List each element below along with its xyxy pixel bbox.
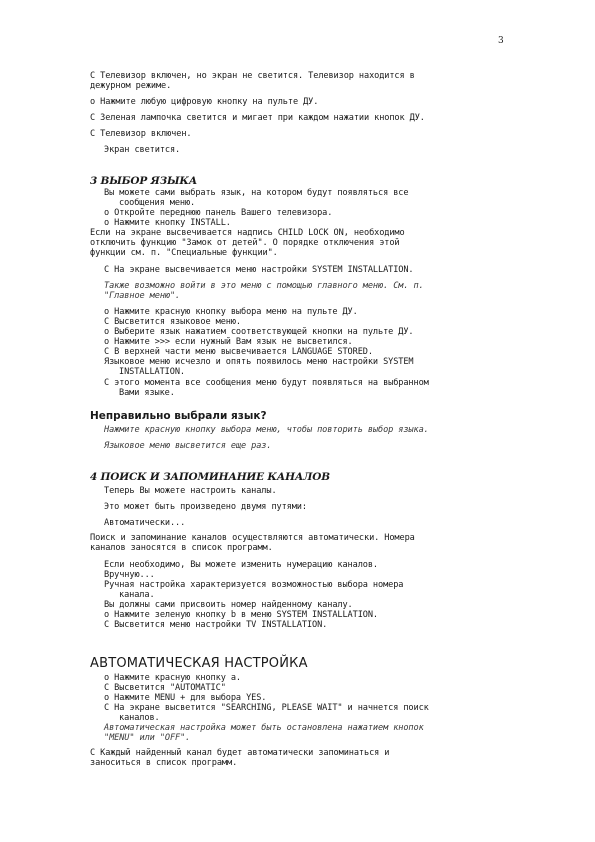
text-line: каналов. — [119, 713, 160, 723]
text-line: С Телевизор включен, но экран не светится. Телевизор находится в — [90, 71, 415, 81]
text-line: С Высветится меню настройки TV INSTALLATION. — [104, 620, 328, 630]
text-line: "MENU" или "OFF". — [104, 733, 191, 743]
text-line: С Высветится языковое меню. — [104, 317, 241, 327]
text-line: заноситься в список программ. — [90, 758, 238, 768]
text-line: Вы должны сами присвоить номер найденному каналу. — [104, 600, 353, 610]
text-line: канала. — [119, 590, 155, 600]
section-heading-channels: 4 ПОИСК И ЗАПОМИНАНИЕ КАНАЛОВ — [90, 471, 330, 483]
text-line: С На экране высвечивается меню настройки SYSTEM INSTALLATION. — [104, 265, 414, 275]
text-line: Автоматически... — [104, 518, 186, 528]
text-line: Если на экране высвечивается надпись CHILD LOCK ON, необходимо — [90, 228, 405, 238]
text-line: o Нажмите MENU + для выбора YES. — [104, 693, 267, 703]
text-line: Это может быть произведено двумя путями: — [104, 502, 307, 512]
text-line: С Зеленая лампочка светится и мигает при каждом нажатии кнопок ДУ. — [90, 113, 425, 123]
text-line: Поиск и запоминание каналов осуществляются автоматически. Номера — [90, 533, 415, 543]
text-line: o Нажмите любую цифровую кнопку на пульте ДУ. — [90, 97, 319, 107]
text-line: o Нажмите зеленую кнопку b в меню SYSTEM INSTALLATION. — [104, 610, 378, 620]
text-line: С Каждый найденный канал будет автоматически запоминаться и — [90, 748, 390, 758]
section-heading-language: 3 ВЫБОР ЯЗЫКА — [90, 175, 198, 187]
text-line: Также возможно войти в это меню с помощью главного меню. См. п. — [104, 281, 424, 291]
text-line: отключить функцию "Замок от детей". О порядке отключения этой — [90, 238, 400, 248]
text-line: Языковое меню высветится еще раз. — [104, 441, 272, 451]
text-line: Автоматическая настройка может быть остановлена нажатием кнопок — [104, 723, 424, 733]
text-line: Нажмите красную кнопку выбора меню, чтобы повторить выбор языка. — [104, 425, 429, 435]
text-line: Теперь Вы можете настроить каналы. — [104, 486, 277, 496]
text-line: o Нажмите >>> если нужный Вам язык не высветился. — [104, 337, 353, 347]
text-line: Если необходимо, Вы можете изменить нумерацию каналов. — [104, 560, 378, 570]
text-line: o Выберите язык нажатием соответствующей кнопки на пульте ДУ. — [104, 327, 414, 337]
text-line: С Высветится "AUTOMATIC" — [104, 683, 226, 693]
text-line: С этого момента все сообщения меню будут появляться на выбранном — [104, 378, 429, 388]
text-line: сообщения меню. — [119, 198, 196, 208]
text-line: Языковое меню исчезло и опять появилось меню настройки SYSTEM — [104, 357, 414, 367]
text-line: INSTALLATION. — [119, 367, 185, 377]
text-line: Экран светится. — [104, 145, 181, 155]
section-heading-wrong-language: Неправильно выбрали язык? — [90, 410, 267, 422]
text-line: каналов заносятся в список программ. — [90, 543, 273, 553]
text-line: o Нажмите красную кнопку выбора меню на пульте ДУ. — [104, 307, 358, 317]
text-line: o Откройте переднюю панель Вашего телевизора. — [104, 208, 333, 218]
page-number: 3 — [498, 36, 504, 46]
text-line: Вами языке. — [119, 388, 175, 398]
text-line: С На экране высветится "SEARCHING, PLEASE WAIT" и начнется поиск — [104, 703, 429, 713]
text-line: Ручная настройка характеризуется возможностью выбора номера — [104, 580, 404, 590]
text-line: o Нажмите красную кнопку a. — [104, 673, 241, 683]
text-line: "Главное меню". — [104, 291, 181, 301]
text-line: С В верхней части меню высвечивается LANGUAGE STORED. — [104, 347, 373, 357]
text-line: функции см. п. "Специальные функции". — [90, 248, 278, 258]
text-line: Вручную... — [104, 570, 155, 580]
section-heading-auto-tuning: АВТОМАТИЧЕСКАЯ НАСТРОЙКА — [90, 656, 308, 671]
text-line: С Телевизор включен. — [90, 129, 192, 139]
text-line: дежурном режиме. — [90, 81, 172, 91]
text-line: Вы можете сами выбрать язык, на котором будут появляться все — [104, 188, 409, 198]
text-line: o Нажмите кнопку INSTALL. — [104, 218, 231, 228]
